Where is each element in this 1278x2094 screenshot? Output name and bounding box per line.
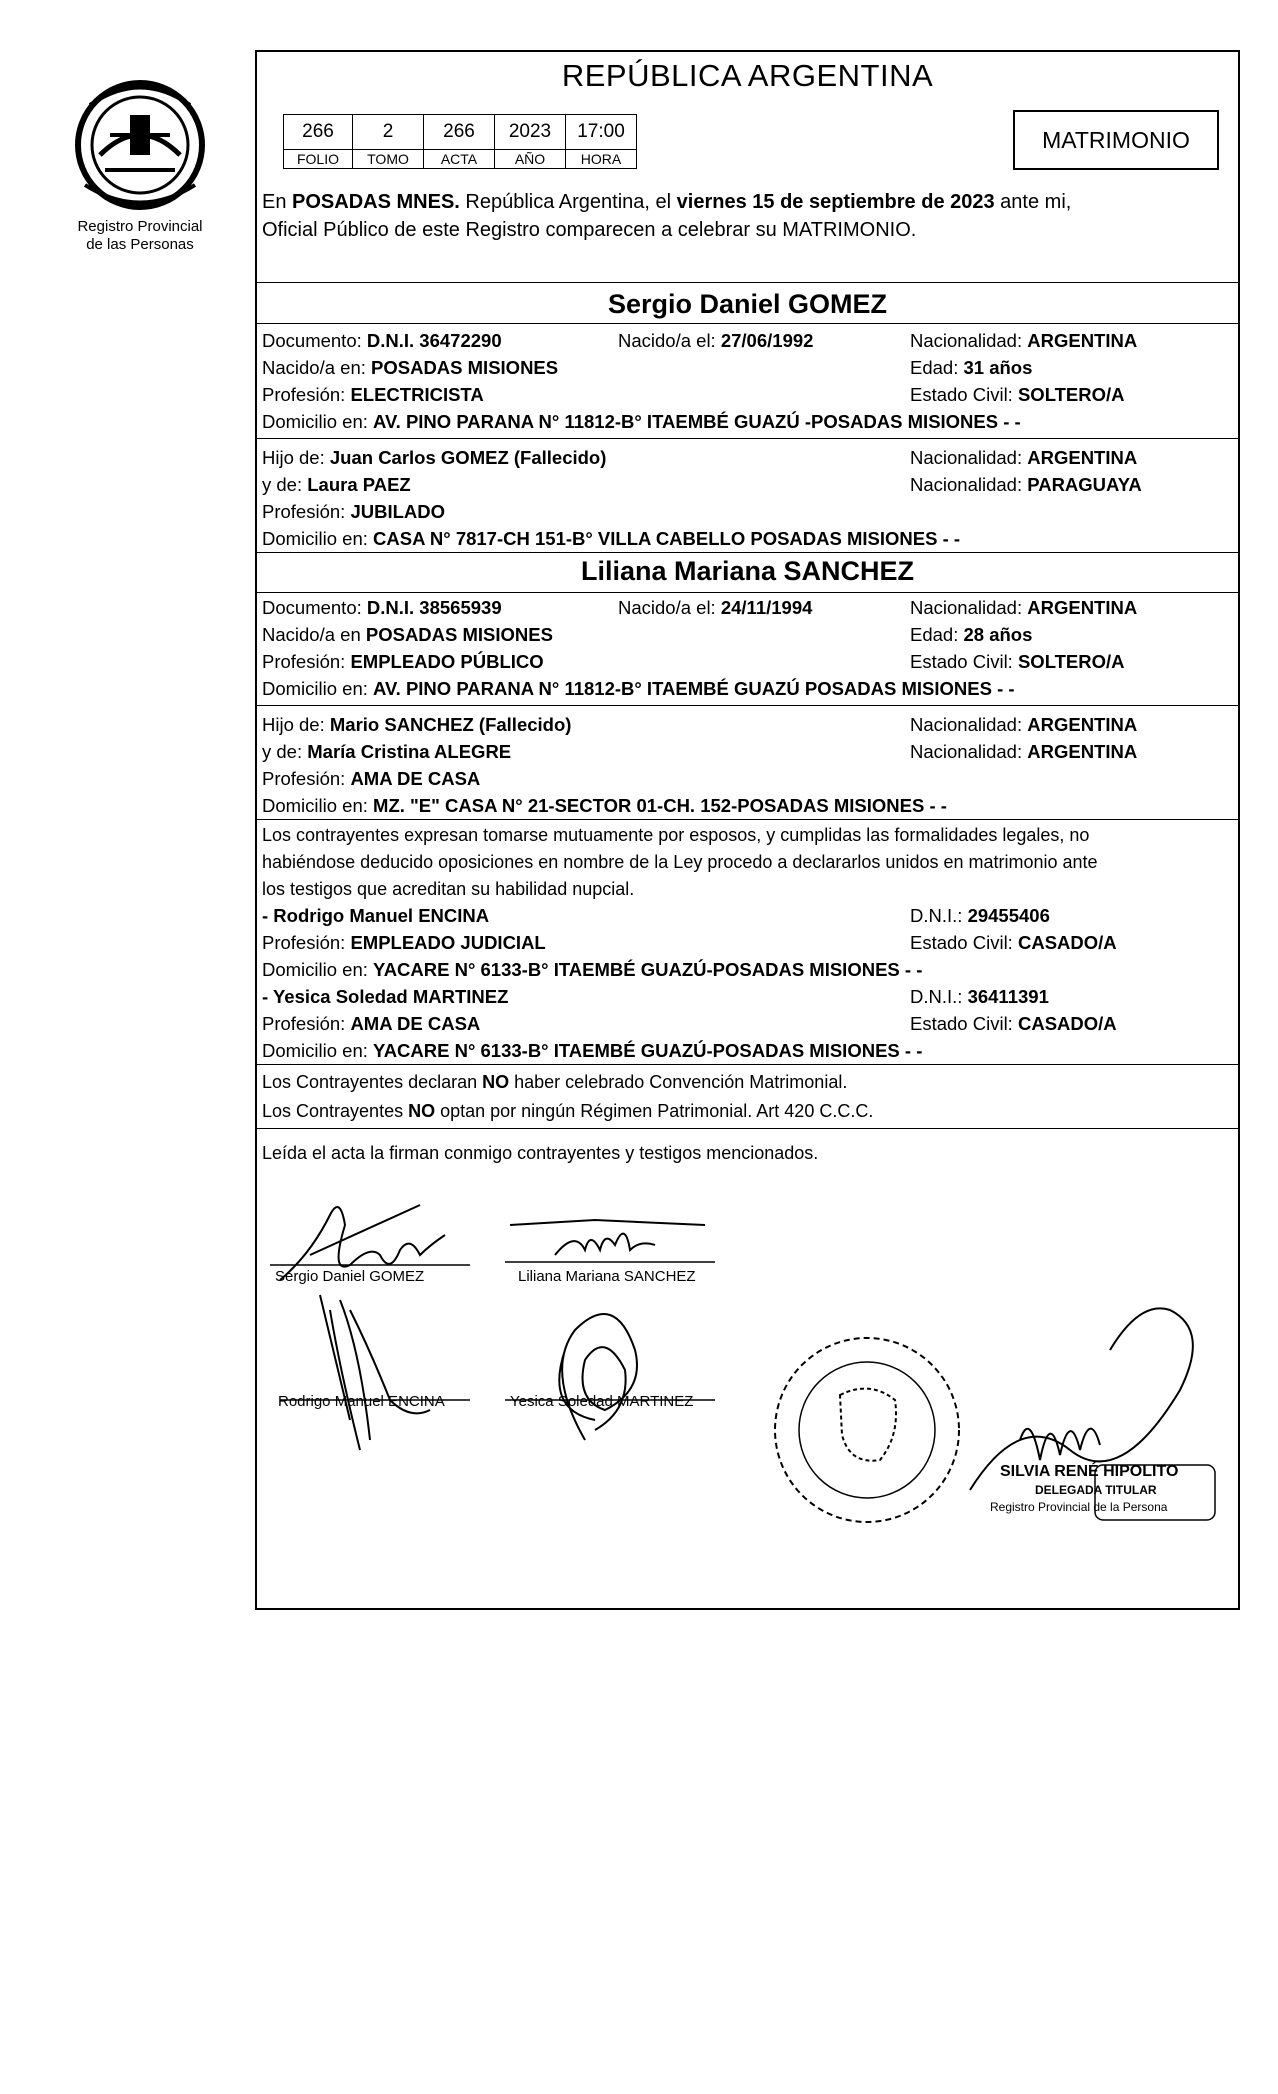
spouse1-parent-profession: Profesión: JUBILADO [262, 501, 445, 522]
signature-label-s2: Liliana Mariana SANCHEZ [518, 1268, 696, 1285]
spouse1-name: Sergio Daniel GOMEZ [607, 289, 888, 319]
spouse1-civil-status: Estado Civil: SOLTERO/A [910, 384, 1125, 405]
signature-yesica [505, 1290, 725, 1460]
spouse2-civil-status: Estado Civil: SOLTERO/A [910, 651, 1125, 672]
spouse2-name: Liliana Mariana SANCHEZ [580, 556, 915, 586]
regime-text: Los Contrayentes declaran NO haber celebrado Convención Matrimonial. Los Contrayentes NO optan por ningún Régimen Patrimonial. Art 420 C.C.C. [262, 1072, 874, 1121]
spouse1-parent-address: Domicilio en: CASA N° 7817-CH 151-B° VILLA CABELLO POSADAS MISIONES - - [262, 528, 961, 549]
meta-value: 2023 [495, 115, 566, 150]
meta-label: TOMO [353, 150, 424, 169]
official-org: Registro Provincial de la Persona [990, 1500, 1168, 1514]
meta-value: 266 [424, 115, 495, 150]
spouse2-address: Domicilio en: AV. PINO PARANA N° 11812-B° ITAEMBÉ GUAZÚ POSADAS MISIONES - - [262, 678, 1015, 699]
spouse2-profession: Profesión: EMPLEADO PÚBLICO [262, 651, 544, 672]
meta-value: 17:00 [566, 115, 637, 150]
spouse1-father-nationality: Nacionalidad: ARGENTINA [910, 447, 1138, 468]
spouse1-father: Hijo de: Juan Carlos GOMEZ (Fallecido) [262, 447, 607, 468]
spouse1-nationality: Nacionalidad: ARGENTINA [910, 330, 1138, 351]
witness2-name: - Yesica Soledad MARTINEZ [262, 986, 509, 1007]
signature-label-s3: Rodrigo Manuel ENCINA [278, 1393, 445, 1410]
witness1-profession: Profesión: EMPLEADO JUDICIAL [262, 932, 546, 953]
meta-label: FOLIO [284, 150, 353, 169]
spouse1-age: Edad: 31 años [910, 357, 1033, 378]
witness1-civil-status: Estado Civil: CASADO/A [910, 932, 1117, 953]
spouse1-birthdate: Nacido/a el: 27/06/1992 [618, 330, 814, 351]
official-stamp-icon [770, 1285, 965, 1585]
witness1-name: - Rodrigo Manuel ENCINA [262, 905, 490, 926]
record-meta-table [283, 114, 637, 169]
meta-label: ACTA [424, 150, 495, 169]
spouse2-birthdate: Nacido/a el: 24/11/1994 [618, 597, 813, 618]
signature-rodrigo [280, 1290, 480, 1460]
spouse2-mother-nationality: Nacionalidad: ARGENTINA [910, 741, 1138, 762]
logo-caption: Registro Provincial de las Personas [77, 218, 203, 253]
meta-value: 266 [284, 115, 353, 150]
witness1-address: Domicilio en: YACARE N° 6133-B° ITAEMBÉ GUAZÚ-POSADAS MISIONES - - [262, 959, 923, 980]
intro-text: En POSADAS MNES. República Argentina, el viernes 15 de septiembre de 2023 ante mi, Oficial Público de este Registro comparecen a celebrar su MATRIMONIO. [262, 191, 1072, 241]
ceremony-text: Los contrayentes expresan tomarse mutuamente por esposos, y cumplidas las formalidades legales, no habiéndose deducido oposiciones en nombre de la Ley procedo a declararlos unidos en matrimonio ante los testigos que acreditan su habilidad nupcial. [262, 825, 1098, 899]
witness1-dni: D.N.I.: 29455406 [910, 905, 1050, 926]
signature-label-s1: Sergio Daniel GOMEZ [275, 1268, 425, 1285]
spouse2-parent-profession: Profesión: AMA DE CASA [262, 768, 481, 789]
spouse2-age: Edad: 28 años [910, 624, 1033, 645]
witness2-dni: D.N.I.: 36411391 [910, 986, 1049, 1007]
witness2-profession: Profesión: AMA DE CASA [262, 1013, 481, 1034]
meta-label: AÑO [495, 150, 566, 169]
spouse1-mother-nationality: Nacionalidad: PARAGUAYA [910, 474, 1142, 495]
spouse2-father-nationality: Nacionalidad: ARGENTINA [910, 714, 1138, 735]
signature-label-s4: Yesica Soledad MARTINEZ [510, 1393, 694, 1410]
witness2-address: Domicilio en: YACARE N° 6133-B° ITAEMBÉ GUAZÚ-POSADAS MISIONES - - [262, 1040, 923, 1061]
closing-text: Leída el acta la firman conmigo contrayentes y testigos mencionados. [262, 1143, 819, 1163]
spouse2-father: Hijo de: Mario SANCHEZ (Fallecido) [262, 714, 572, 735]
spouse1-mother: y de: Laura PAEZ [262, 474, 411, 495]
spouse2-document: Documento: D.N.I. 38565939 [262, 597, 502, 618]
meta-value: 2 [353, 115, 424, 150]
spouse2-nationality: Nacionalidad: ARGENTINA [910, 597, 1138, 618]
official-name: SILVIA RENÉ HIPOLITO [1000, 1463, 1179, 1480]
spouse1-profession: Profesión: ELECTRICISTA [262, 384, 484, 405]
spouse1-birthplace: Nacido/a en: POSADAS MISIONES [262, 357, 559, 378]
spouse1-document: Documento: D.N.I. 36472290 [262, 330, 502, 351]
spouse2-parent-address: Domicilio en: MZ. "E" CASA N° 21-SECTOR 01-CH. 152-POSADAS MISIONES - - [262, 795, 947, 816]
seal-icon [70, 75, 210, 215]
spouse2-birthplace: Nacido/a en POSADAS MISIONES [262, 624, 553, 645]
spouse1-address: Domicilio en: AV. PINO PARANA N° 11812-B° ITAEMBÉ GUAZÚ -POSADAS MISIONES - - [262, 411, 1021, 432]
page-title: REPÚBLICA ARGENTINA [561, 58, 934, 93]
meta-label: HORA [566, 150, 637, 169]
spouse2-mother: y de: María Cristina ALEGRE [262, 741, 512, 762]
witness2-civil-status: Estado Civil: CASADO/A [910, 1013, 1117, 1034]
official-role: DELEGADA TITULAR [1035, 1483, 1157, 1497]
record-type-box: MATRIMONIO [1013, 110, 1219, 170]
